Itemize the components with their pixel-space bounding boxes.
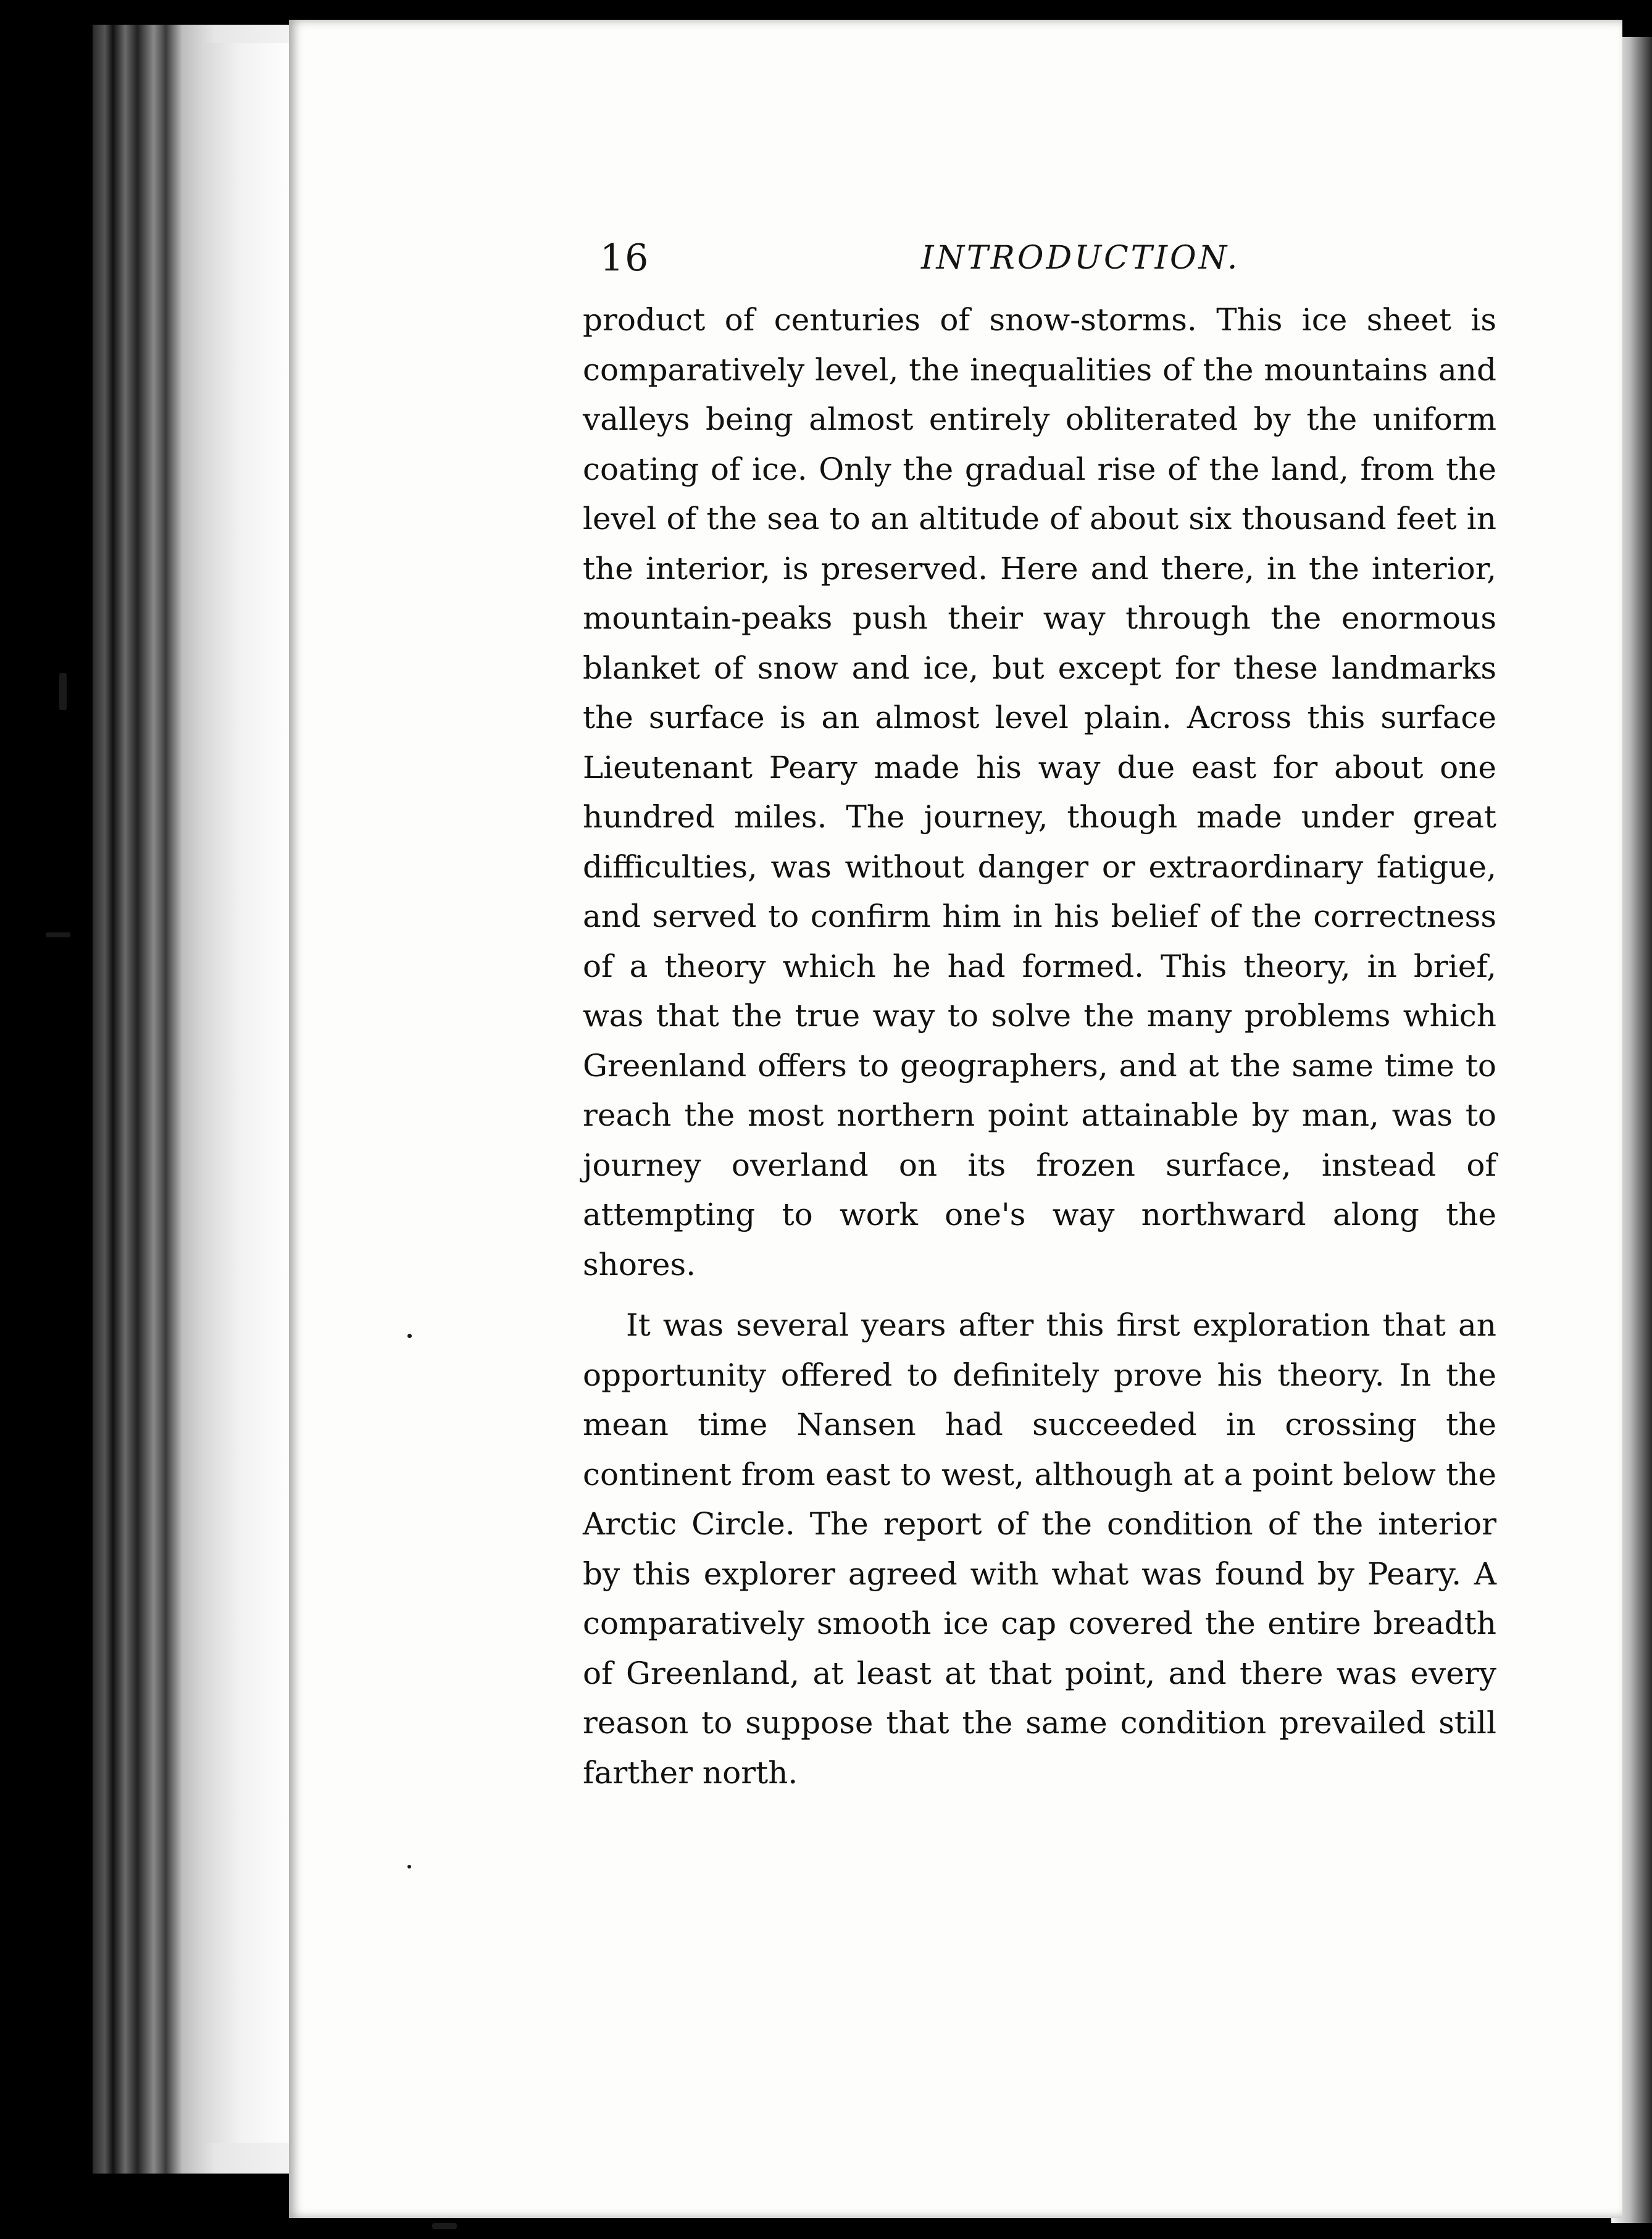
paragraph: product of centuries of snow-storms. This ice sheet is comparatively level, the inequalities of the mountains and valleys being almost entirely obliterated by the uniform coating of ice. Only the gradual rise of the land, from the level of the sea to an altitude of about six thousand feet in the interior, is preserved. Here and there, in the interior, mountain-peaks push their way through the enormous blanket of snow and ice, but except for these landmarks the surface is an almost level plain. Across this surface Lieutenant Peary made his way due east for about one hundred miles. The journey, though made under great difficulties, was without danger or extraordinary fatigue, and served to confirm him in his belief of the correctness of a theory which he had formed. This theory, in brief, was that the true way to solve the many problems which Greenland offers to geographers, and at the same time to reach the most northern point attainable by man, was to journey overland on its frozen surface, instead of attempting to work one's way northward along the shores.: [583, 302, 1496, 1283]
scan-speck: [407, 1865, 411, 1869]
scan-speck: [46, 932, 70, 937]
scan-speck: [407, 1334, 412, 1338]
paragraph: It was several years after this first exploration that an opportunity offered to definitely prove his theory. In the mean time Nansen had succeeded in crossing the continent from east to west, although at a point below the Arctic Circle. The report of the condition of the interior by this explorer agreed with what was found by Peary. A comparatively smooth ice cap covered the entire breadth of Greenland, at least at that point, and there was every reason to suppose that the same condition prevailed still farther north.: [583, 1307, 1496, 1791]
book-page-edges: [93, 25, 296, 2174]
running-title: INTRODUCTION.: [921, 240, 1240, 277]
page-number: 16: [600, 236, 650, 280]
scan-speck: [432, 2223, 457, 2229]
scan-speck: [59, 673, 67, 710]
body-text: [583, 295, 1496, 1797]
running-header: [600, 233, 1526, 283]
